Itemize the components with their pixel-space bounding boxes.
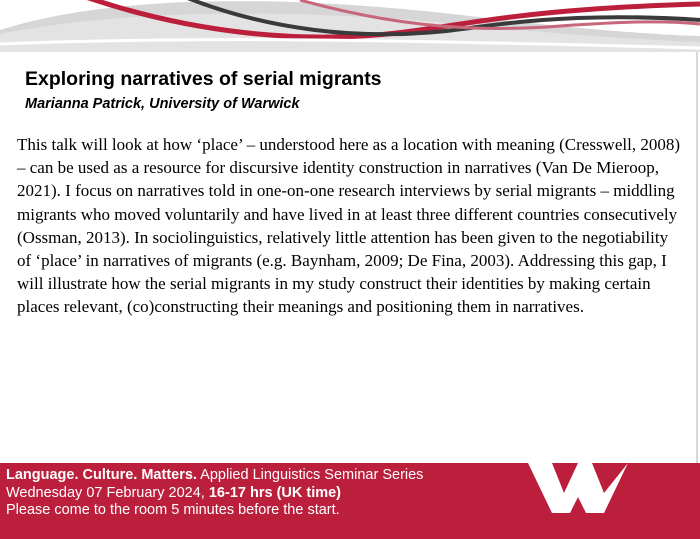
footer-note-line: Please come to the room 5 minutes before the start. [6, 502, 340, 518]
speaker-affiliation: Marianna Patrick, University of Warwick [25, 96, 300, 112]
footer-bar [0, 463, 700, 539]
footer-series-line [6, 467, 423, 485]
event-time: 16-17 hrs (UK time) [208, 484, 342, 501]
swoosh-banner-graphic [0, 0, 700, 52]
series-name: Applied Linguistics Seminar Series [196, 467, 424, 483]
header-banner [0, 0, 700, 52]
warwick-w-logo [528, 463, 628, 513]
series-brand: Language. Culture. Matters. [6, 467, 197, 483]
event-date: Wednesday 07 February 2024, [6, 484, 209, 501]
footer-info [6, 467, 423, 520]
abstract-text: This talk will look at how ‘place’ – understood here as a location with meaning (Cresswell, 2008) – can be used as a resource for discursive identity construction in narratives (Van De Mieroop, 2021). I focus on narratives told in one-on-one research interviews by serial migrants – middling migrants who moved voluntarily and have lived in at least three different countries consecutively (Ossman, 2013). In sociolinguistics, relatively little attention has been given to the negotiability of ‘place’ in narratives of migrants (e.g. Baynham, 2009; De Fina, 2003). Addressing this gap, I will illustrate how the serial migrants in my study construct their identities by making certain places relevant, (co)constructing their meanings and positioning them in narratives. [17, 135, 680, 317]
right-edge-rule [696, 52, 698, 463]
talk-title: Exploring narratives of serial migrants [25, 68, 382, 90]
footer-date-line [6, 485, 423, 503]
